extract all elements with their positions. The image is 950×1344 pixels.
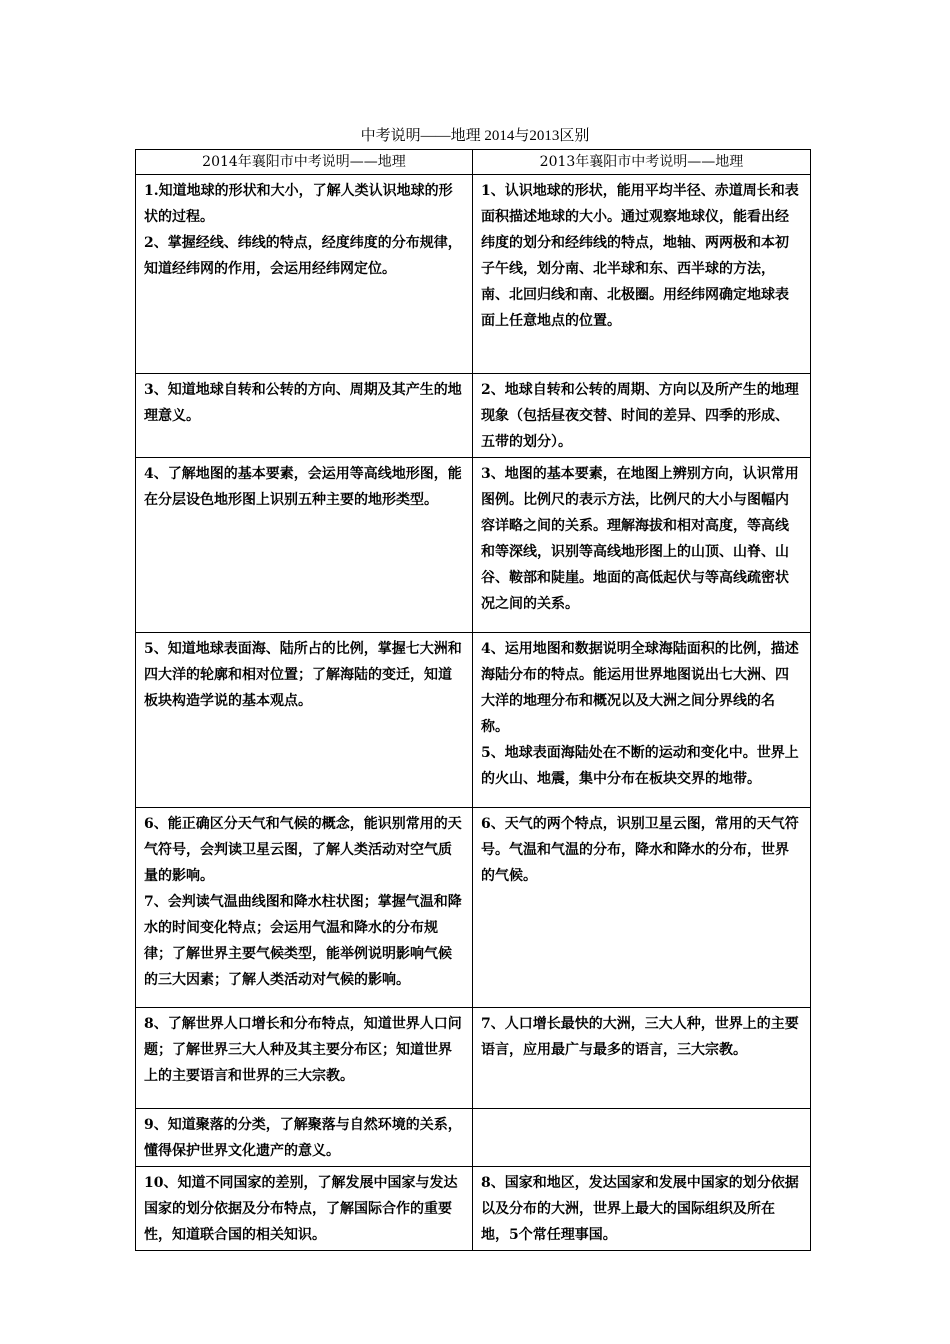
column-header-2013: 2013年襄阳市中考说明——地理: [473, 150, 811, 175]
paragraph: 10、知道不同国家的差别，了解发展中国家与发达国家的划分依据及分布特点，了解国际合作的重要性，知道联合国的相关知识。: [144, 1175, 458, 1243]
paragraph: 3、知道地球自转和公转的方向、周期及其产生的地理意义。: [144, 382, 462, 424]
cell-2013: [473, 633, 811, 808]
paragraph: 8、国家和地区，发达国家和发展中国家的划分依据以及分布的大洲，世界上最大的国际组织及所在地，5个常任理事国。: [481, 1175, 799, 1243]
paragraph: 6、天气的两个特点，识别卫星云图，常用的天气符号。气温和气温的分布，降水和降水的分布，世界的气候。: [481, 816, 799, 884]
cell-2013: [473, 458, 811, 633]
cell-2013: [473, 808, 811, 1008]
table-row: [136, 633, 811, 808]
paragraph: 5、知道地球表面海、陆所占的比例，掌握七大洲和四大洋的轮廓和相对位置；了解海陆的变迁，知道板块构造学说的基本观点。: [144, 641, 462, 709]
cell-2014: [136, 1008, 473, 1109]
table-row: [136, 1109, 811, 1167]
cell-2013: [473, 175, 811, 374]
paragraph: 7、人口增长最快的大洲，三大人种，世界上的主要语言，应用最广与最多的语言，三大宗教。: [481, 1016, 799, 1058]
comparison-table: [135, 149, 811, 1251]
paragraph: 4、运用地图和数据说明全球海陆面积的比例，描述海陆分布的特点。能运用世界地图说出七大洲、四大洋的地理分布和概况以及大洲之间分界线的名称。: [481, 641, 799, 735]
paragraph: 2、掌握经线、纬线的特点，经度纬度的分布规律，知道经纬网的作用，会运用经纬网定位。: [144, 235, 462, 277]
cell-2014: [136, 458, 473, 633]
table-row: [136, 175, 811, 374]
table-row: [136, 374, 811, 458]
cell-2014: [136, 808, 473, 1008]
cell-2013: [473, 374, 811, 458]
paragraph: 4、了解地图的基本要素，会运用等高线地形图，能在分层设色地形图上识别五种主要的地形类型。: [144, 466, 462, 508]
paragraph: 1.知道地球的形状和大小，了解人类认识地球的形状的过程。: [144, 183, 453, 225]
table-row: [136, 1167, 811, 1251]
cell-2013: [473, 1008, 811, 1109]
table-row: [136, 1008, 811, 1109]
cell-2013: [473, 1167, 811, 1251]
cell-2014: [136, 633, 473, 808]
paragraph: 3、地图的基本要素，在地图上辨别方向，认识常用图例。比例尺的表示方法，比例尺的大小与图幅内容详略之间的关系。理解海拔和相对高度，等高线和等深线，识别等高线地形图上的山顶、山脊、山谷、鞍部和陡崖。地面的高低起伏与等高线疏密状况之间的关系。: [481, 466, 799, 612]
cell-2014: [136, 374, 473, 458]
paragraph: 6、能正确区分天气和气候的概念，能识别常用的天气符号，会判读卫星云图，了解人类活动对空气质量的影响。: [144, 816, 462, 884]
cell-2014: [136, 1167, 473, 1251]
table-row: [136, 458, 811, 633]
header-row: [136, 150, 811, 175]
paragraph: 2、地球自转和公转的周期、方向以及所产生的地理现象（包括昼夜交替、时间的差异、四季的形成、五带的划分）。: [481, 382, 799, 450]
paragraph: 5、地球表面海陆处在不断的运动和变化中。世界上的火山、地震，集中分布在板块交界的地带。: [481, 745, 799, 787]
paragraph: 7、会判读气温曲线图和降水柱状图；掌握气温和降水的时间变化特点；会运用气温和降水的分布规律；了解世界主要气候类型，能举例说明影响气候的三大因素；了解人类活动对气候的影响。: [144, 894, 462, 988]
cell-2013-empty: [473, 1109, 811, 1167]
paragraph: 9、知道聚落的分类，了解聚落与自然环境的关系，懂得保护世界文化遗产的意义。: [144, 1117, 462, 1159]
page-title: 中考说明——地理 2014与2013区别: [360, 128, 590, 144]
table-row: [136, 808, 811, 1008]
paragraph: 1、认识地球的形状，能用平均半径、赤道周长和表面积描述地球的大小。通过观察地球仪，能看出经纬度的划分和经纬线的特点，地轴、两两极和本初子午线，划分南、北半球和东、西半球的方法，南、北回归线和南、北极圈。用经纬网确定地球表面上任意地点的位置。: [481, 183, 799, 329]
cell-2014: [136, 1109, 473, 1167]
paragraph: 8、了解世界人口增长和分布特点，知道世界人口问题；了解世界三大人种及其主要分布区；知道世界上的主要语言和世界的三大宗教。: [144, 1016, 462, 1084]
cell-2014: [136, 175, 473, 374]
column-header-2014: 2014年襄阳市中考说明——地理: [136, 150, 473, 175]
